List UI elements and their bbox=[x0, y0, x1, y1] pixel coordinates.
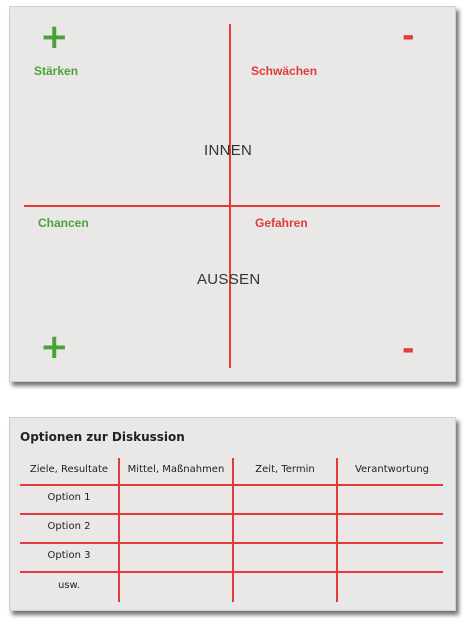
column-divider-1 bbox=[118, 458, 120, 602]
row-line bbox=[20, 513, 443, 515]
chances-label: Chancen bbox=[38, 216, 89, 230]
header-goals: Ziele, Resultate bbox=[29, 464, 109, 475]
plus-icon-top: + bbox=[40, 17, 69, 57]
plus-icon-bottom: + bbox=[40, 327, 69, 367]
row-line bbox=[20, 484, 443, 486]
minus-icon-top: - bbox=[402, 19, 415, 54]
options-title: Optionen zur Diskussion bbox=[20, 430, 185, 444]
vertical-axis-line bbox=[229, 24, 231, 368]
minus-icon-bottom: - bbox=[402, 332, 415, 367]
header-responsibility: Verantwortung bbox=[354, 464, 430, 475]
header-time: Zeit, Termin bbox=[255, 464, 315, 475]
threats-label: Gefahren bbox=[255, 216, 308, 230]
swot-diagram-card bbox=[9, 6, 456, 382]
row-label: Option 1 bbox=[47, 492, 91, 503]
row-line bbox=[20, 571, 443, 573]
row-label: usw. bbox=[58, 580, 80, 591]
inner-label: INNEN bbox=[204, 142, 253, 159]
row-label: Option 2 bbox=[47, 521, 91, 532]
strengths-label: Stärken bbox=[34, 64, 79, 78]
header-means: Mittel, Maßnahmen bbox=[127, 464, 225, 475]
column-divider-3 bbox=[336, 458, 338, 602]
column-divider-2 bbox=[232, 458, 234, 602]
weaknesses-label: Schwächen bbox=[251, 64, 318, 78]
row-line bbox=[20, 542, 443, 544]
outer-label: AUSSEN bbox=[197, 271, 261, 288]
row-label: Option 3 bbox=[47, 550, 91, 561]
horizontal-axis-line bbox=[24, 205, 440, 207]
options-table-card bbox=[9, 417, 456, 611]
